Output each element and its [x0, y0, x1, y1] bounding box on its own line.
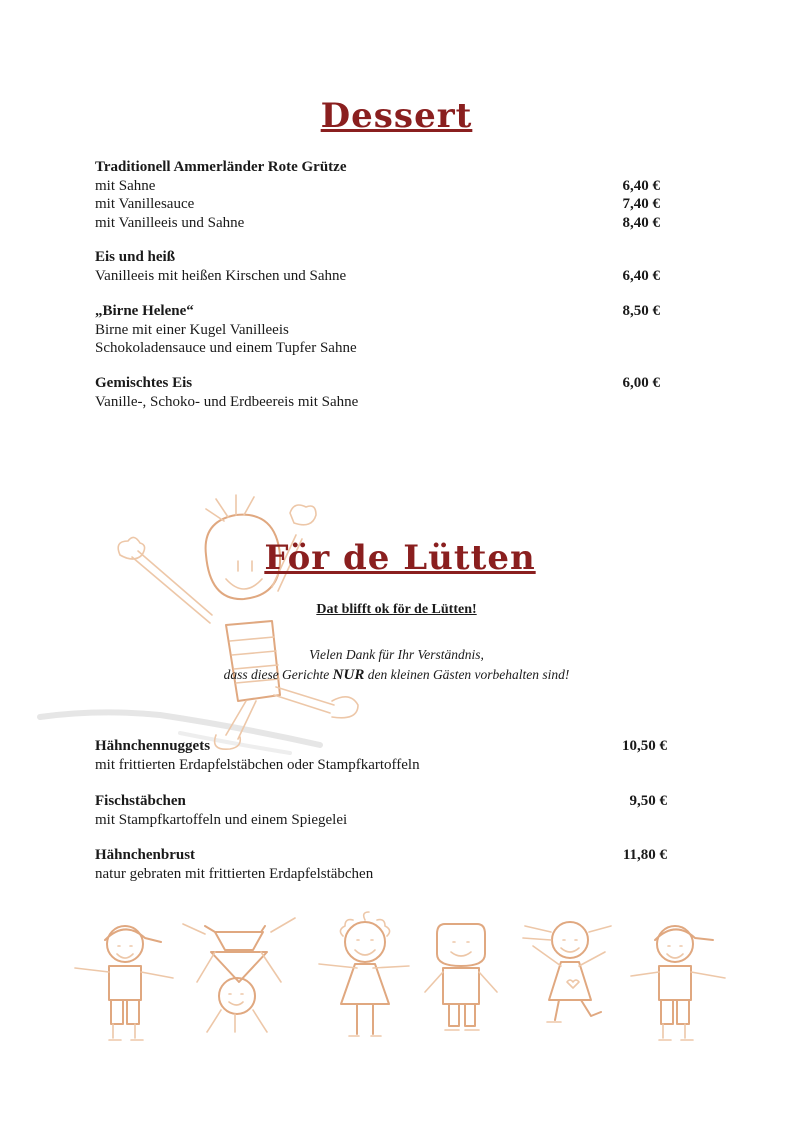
note-text: den kleinen Gästen vorbehalten sind! [364, 667, 570, 682]
item-name-row [95, 737, 677, 756]
kid-figure [319, 912, 409, 1036]
item-line-text: Birne mit einer Kugel Vanilleeis [95, 321, 289, 338]
item-line-text: mit Sahne [95, 177, 156, 194]
item-line-text: Vanilleeis mit heißen Kirschen und Sahne [95, 267, 347, 284]
item-price: 11,80 € [622, 847, 667, 863]
item-desc: mit frittierten Erdapfelstäbchen oder Stampfkartoffeln [95, 756, 420, 773]
item-price: 8,50 € [622, 303, 660, 319]
item-line-text: mit Vanillesauce [95, 196, 195, 212]
item-name: Fischstäbchen [95, 793, 186, 809]
item-price: 9,50 € [629, 793, 667, 809]
kids-row-drawing [65, 912, 745, 1052]
kid-figure [75, 926, 173, 1040]
kids-item-haehnchenbrust [95, 846, 677, 883]
jumping-kid-drawing [40, 495, 380, 765]
item-name-row [95, 846, 677, 865]
note-emphasis: NUR [332, 667, 365, 683]
item-desc: natur gebraten mit frittierten Erdapfelstäbchen [95, 865, 374, 882]
item-name: Hähnchennuggets [95, 738, 211, 754]
item-name-row [95, 302, 670, 321]
item-desc: mit Stampfkartoffeln und einem Spiegelei [95, 811, 348, 828]
item-line-text: mit Vanilleeis und Sahne [95, 214, 245, 231]
item-line-text: Schokoladensauce und einem Tupfer Sahne [95, 340, 357, 356]
kids-subtitle: Dat blifft ok för de Lütten! [316, 602, 477, 617]
item-line [95, 195, 670, 214]
note-text: dass diese Gerichte [223, 667, 333, 682]
kids-title: För de Lütten [264, 538, 536, 578]
item-price: 6,40 € [622, 267, 660, 284]
item-price: 7,40 € [622, 196, 660, 212]
dessert-item-eis-und-heiss [95, 248, 670, 285]
item-line [95, 177, 670, 196]
kids-note-line2 [0, 665, 793, 685]
item-name: Gemischtes Eis [95, 375, 193, 391]
item-line [95, 214, 670, 233]
item-price: 6,00 € [622, 375, 660, 391]
kid-figure [425, 924, 497, 1030]
item-name: „Birne Helene“ [95, 303, 194, 319]
item-name-row [95, 374, 670, 393]
dessert-item-gemischtes-eis [95, 374, 670, 411]
kid-figure [183, 918, 295, 1032]
dessert-item-birne-helene [95, 302, 670, 358]
dessert-title: Dessert [320, 96, 473, 136]
kids-note-line1: Vielen Dank für Ihr Verständnis, [309, 647, 484, 662]
item-name-row [95, 792, 677, 811]
dessert-item-rote-gruetze [95, 158, 670, 232]
kid-figure [631, 926, 725, 1040]
item-line [95, 267, 670, 286]
kids-note [0, 645, 793, 685]
item-line-text: Vanille-, Schoko- und Erdbeereis mit Sahne [95, 393, 359, 410]
item-price: 6,40 € [622, 177, 660, 194]
item-name: Hähnchenbrust [95, 847, 196, 863]
item-price: 10,50 € [622, 738, 667, 754]
item-name: Traditionell Ammerländer Rote Grütze [95, 159, 347, 175]
kids-item-fischstaebchen [95, 792, 677, 829]
kid-figure [523, 922, 611, 1022]
kids-item-nuggets [95, 737, 677, 774]
item-name: Eis und heiß [95, 249, 176, 265]
item-price: 8,40 € [622, 214, 660, 231]
